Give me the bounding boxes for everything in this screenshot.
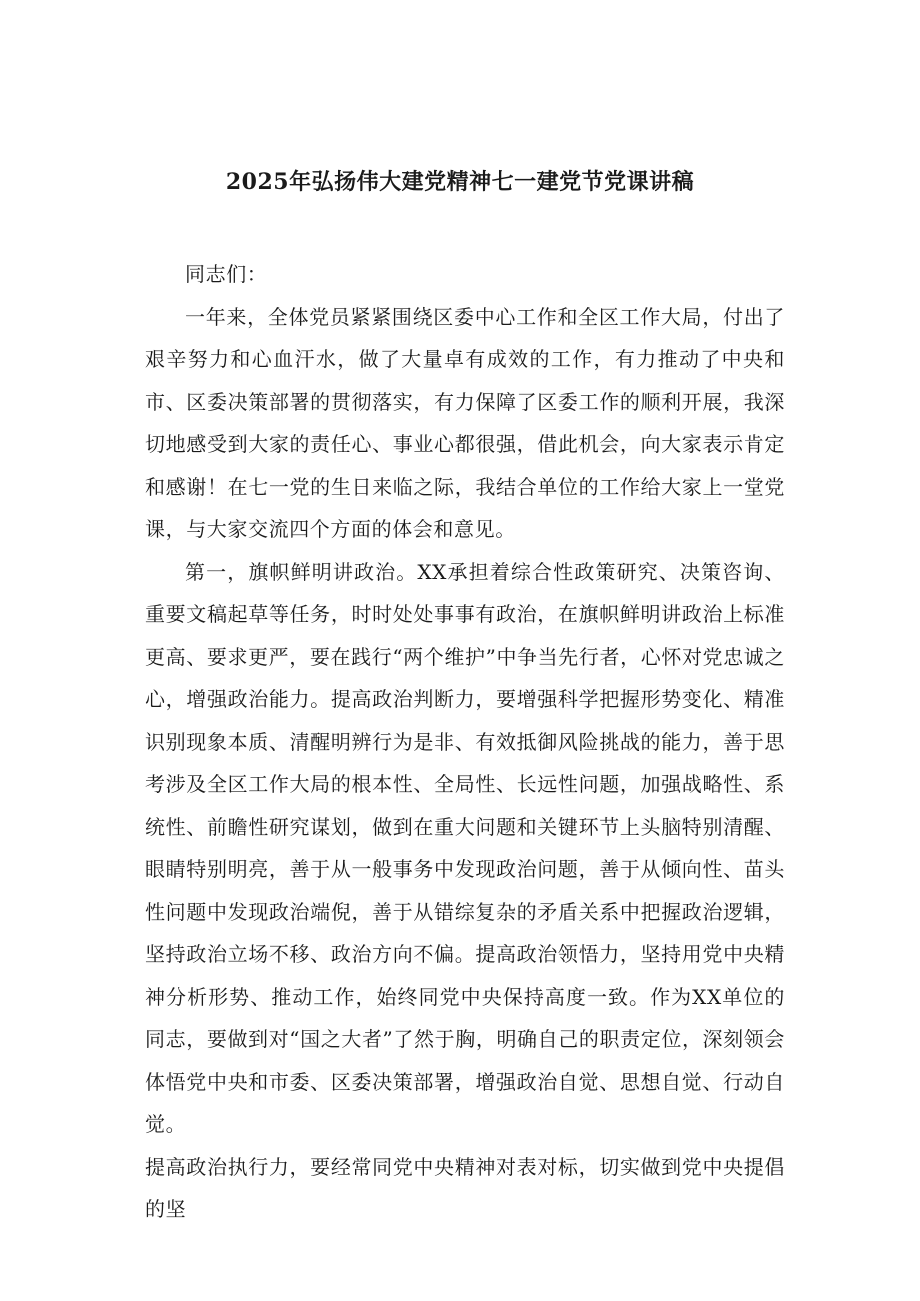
body-paragraph: 一年来，全体党员紧紧围绕区委中心工作和全区工作大局，付出了艰辛努力和心血汗水，做了大量卓有成效的工作，有力推动了中央和市、区委决策部署的贯彻落实，有力保障了区委工作的顺利开展，我深切地感受到大家的责任心、事业心都很强，借此机会，向大家表示肯定和感谢！在七一党的生日来临之际，我结合单位的工作给大家上一堂党课，与大家交流四个方面的体会和意见。 <box>145 304 785 541</box>
document-title: 2025年弘扬伟大建党精神七一建党节党课讲稿 <box>225 169 695 195</box>
salutation-paragraph: 同志们： <box>185 262 268 286</box>
document-body <box>145 253 785 1231</box>
body-paragraph: 第一，旗帜鲜明讲政治。XX承担着综合性政策研究、决策咨询、重要文稿起草等任务，时时处处事事有政治，在旗帜鲜明讲政治上标准更高、要求更严，要在践行“两个维护”中争当先行者，心怀对党忠诚之心，增强政治能力。提高政治判断力，要增强科学把握形势变化、精准识别现象本质、清醒明辨行为是非、有效抵御风险挑战的能力，善于思考涉及全区工作大局的根本性、全局性、长远性问题，加强战略性、系统性、前瞻性研究谋划，做到在重大问题和关键环节上头脑特别清醒、眼睛特别明亮，善于从一般事务中发现政治问题，善于从倾向性、苗头性问题中发现政治端倪，善于从错综复杂的矛盾关系中把握政治逻辑，坚持政治立场不移、政治方向不偏。提高政治领悟力，坚持用党中央精神分析形势、推动工作，始终同党中央保持高度一致。作为XX单位的同志，要做到对“国之大者”了然于胸，明确自己的职责定位，深刻领会体悟党中央和市委、区委决策部署，增强政治自觉、思想自觉、行动自觉。 <box>145 559 785 1136</box>
body-paragraph: 提高政治执行力，要经常同党中央精神对表对标，切实做到党中央提倡的坚 <box>145 1154 785 1221</box>
